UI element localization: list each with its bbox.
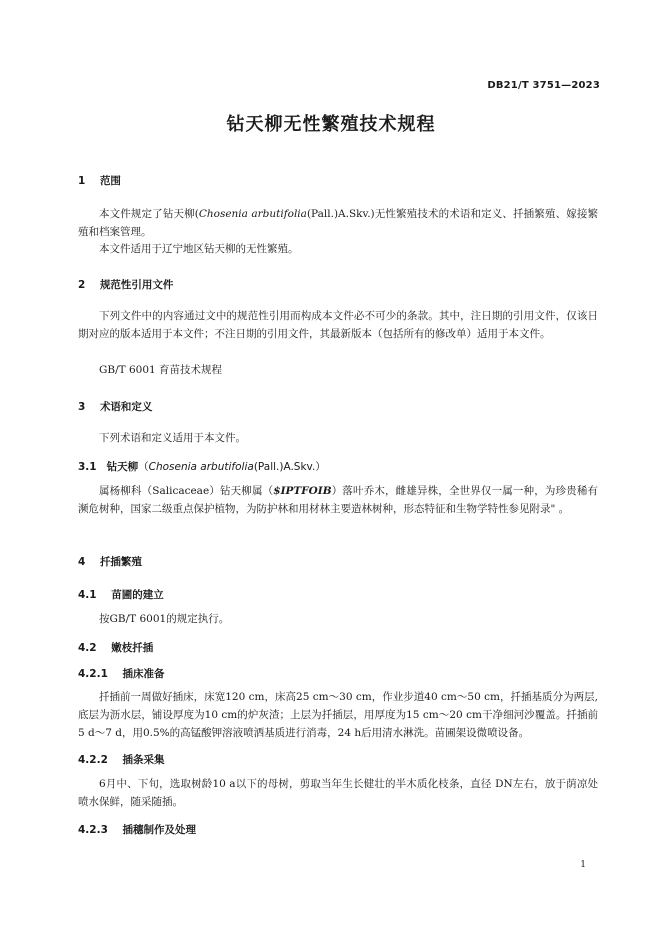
section-2-reference: GB/T 6001 育苗技术规程 [99,364,223,376]
section-4-2-2-title: 插条采集 [122,754,165,766]
term-3-1-term: 钻天柳 [106,461,139,473]
s1-p1-latin: Chosenia arbutifolia [198,208,307,220]
term-3-1-def-pre: 属杨柳科（Salicaceae）钻天柳属（ [99,485,274,497]
term-3-1-post: (Pall.)A.Skv.） [253,461,326,473]
section-4-1-heading [78,587,164,602]
section-2-title: 规范性引用文件 [99,279,174,291]
section-1-paragraph-2: 本文件适用于辽宁地区钻天柳的无性繁殖。 [99,243,299,255]
s1-p1-pre: 本文件规定了钻天柳( [99,208,199,220]
section-1-number: 1 [78,175,86,187]
document-title: 钻天柳无性繁殖技术规程 [226,114,436,135]
section-3-heading [78,399,152,414]
term-3-1-heading [78,459,326,474]
section-4-2-1-title: 插床准备 [122,668,165,680]
section-4-2-2-number: 4.2.2 [78,754,108,766]
section-4-title: 扦插繁殖 [99,556,142,568]
section-4-number: 4 [78,556,86,568]
section-4-2-3-heading [78,822,196,837]
term-3-1-def-post: ）落叶乔木，雌雄异株，全世界仅一属一种，为珍贵稀有濒危树种，国家二级重点保护植物，为防护林和用材林主要造林树种，形态特征和生物学特性参见附录" 。 [78,485,598,515]
section-2-number: 2 [78,279,86,291]
section-4-2-3-title: 插穗制作及处理 [122,824,197,836]
section-4-2-2-paragraph: 6月中、下旬，选取树龄10 a以下的母树，剪取当年生长健壮的半木质化枝条，直径 DN左右，放于荫凉处喷水保鲜，随采随插。 [78,778,598,808]
section-2-heading [78,277,173,292]
section-4-2-1-number: 4.2.1 [78,668,108,680]
term-3-1-pre: （ [138,461,149,473]
term-3-1-latin: Chosenia arbutifolia [148,461,254,473]
section-4-1-number: 4.1 [78,589,97,601]
section-4-2-1-heading [78,666,165,681]
section-4-2-title: 嫩枝扦插 [111,642,154,654]
term-3-1-definition [78,482,598,518]
section-3-paragraph-1: 下列术语和定义适用于本文件。 [99,432,246,444]
s1-p1-post: (Pall.)A.Skv.)无性繁殖技术的术语和定义、扦插繁殖、嫁接繁殖和档案管理。 [78,208,598,238]
section-4-1-paragraph: 按GB/T 6001的规定执行。 [99,613,230,625]
section-4-2-number: 4.2 [78,642,97,654]
section-1-title: 范围 [99,175,121,187]
standard-code: DB21/T 3751—2023 [487,80,600,91]
section-4-1-title: 苗圃的建立 [111,589,164,601]
term-3-1-def-code: $IPTFOIB [273,485,332,497]
section-2-paragraph-1: 下列文件中的内容通过文中的规范性引用而构成本文件必不可少的条款。其中，注日期的引用文件，仅该日期对应的版本适用于本文件；不注日期的引用文件，其最新版本（包括所有的修改单）适用于本文件。 [78,310,598,340]
section-4-heading [78,554,142,569]
section-4-2-1-paragraph: 扦插前一周做好插床，床宽120 cm，床高25 cm～30 cm，作业步道40 cm～50 cm，扦插基质分为两层,底层为沥水层，铺设厚度为10 cm的炉灰渣；上层为扦插层，用厚度为15 cm～20 cm干净细河沙覆盖。扦插前5 d～7 d，用0.5%的高锰酸钾溶液喷洒基质进行消毒，24 h后用清水淋洗。苗圃架设微喷设备。 [78,691,598,739]
term-3-1-number: 3.1 [78,461,97,473]
section-3-title: 术语和定义 [99,401,153,413]
page-number: 1 [580,860,586,870]
section-1-paragraph-1 [78,205,598,241]
section-4-2-3-number: 4.2.3 [78,824,108,836]
section-4-2-2-heading [78,752,165,767]
section-3-number: 3 [78,401,86,413]
section-4-2-heading [78,640,153,655]
section-1-heading [78,173,121,188]
